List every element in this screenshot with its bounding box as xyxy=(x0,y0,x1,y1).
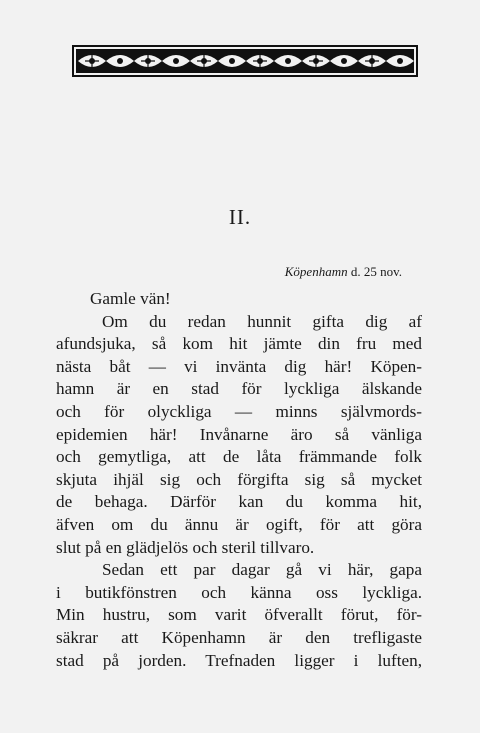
text-line: och för olyckliga — minns självmords- xyxy=(56,401,422,421)
text-line: stad på jorden. Trefnaden ligger i luften, xyxy=(56,650,422,670)
text-line: hamn är en stad för lyckliga älskande xyxy=(56,379,422,399)
text-line: nästa båt — vi invänta dig här! Köpen- xyxy=(56,356,422,376)
text-line: skjuta ihjäl sig och förgifta sig så mycket xyxy=(56,469,422,489)
text-line: Sedan ett par dagar gå vi här, gapa xyxy=(102,560,422,580)
text-line: slut på en glädjelös och steril tillvaro. xyxy=(56,537,315,557)
text-line: afundsjuka, så kom hit jämte din fru med xyxy=(56,334,422,354)
dateline-date: d. 25 nov. xyxy=(347,264,402,279)
text-line: Min hustru, som varit öfverallt förut, för- xyxy=(56,605,422,625)
dateline xyxy=(285,264,402,280)
letter-greeting: Gamle vän! xyxy=(90,289,171,308)
dateline-place: Köpenhamn xyxy=(284,264,348,279)
text-line: epidemien här! Invånarne äro så vänliga xyxy=(56,424,422,444)
text-line: Om du redan hunnit gifta dig af xyxy=(102,311,422,331)
decorative-header-ornament xyxy=(72,45,418,77)
chapter-numeral: II. xyxy=(228,205,252,229)
letter-body xyxy=(56,288,422,672)
text-line: och gemytliga, att de låta främmande folk xyxy=(56,447,422,467)
text-line: säkrar att Köpenhamn är den trefligaste xyxy=(56,627,422,647)
text-line: de behaga. Därför kan du komma hit, xyxy=(56,492,422,512)
text-line: i butikfönstren och känna oss lyckliga. xyxy=(56,582,422,602)
text-line: äfven om du ännu är ogift, för att göra xyxy=(56,514,422,534)
